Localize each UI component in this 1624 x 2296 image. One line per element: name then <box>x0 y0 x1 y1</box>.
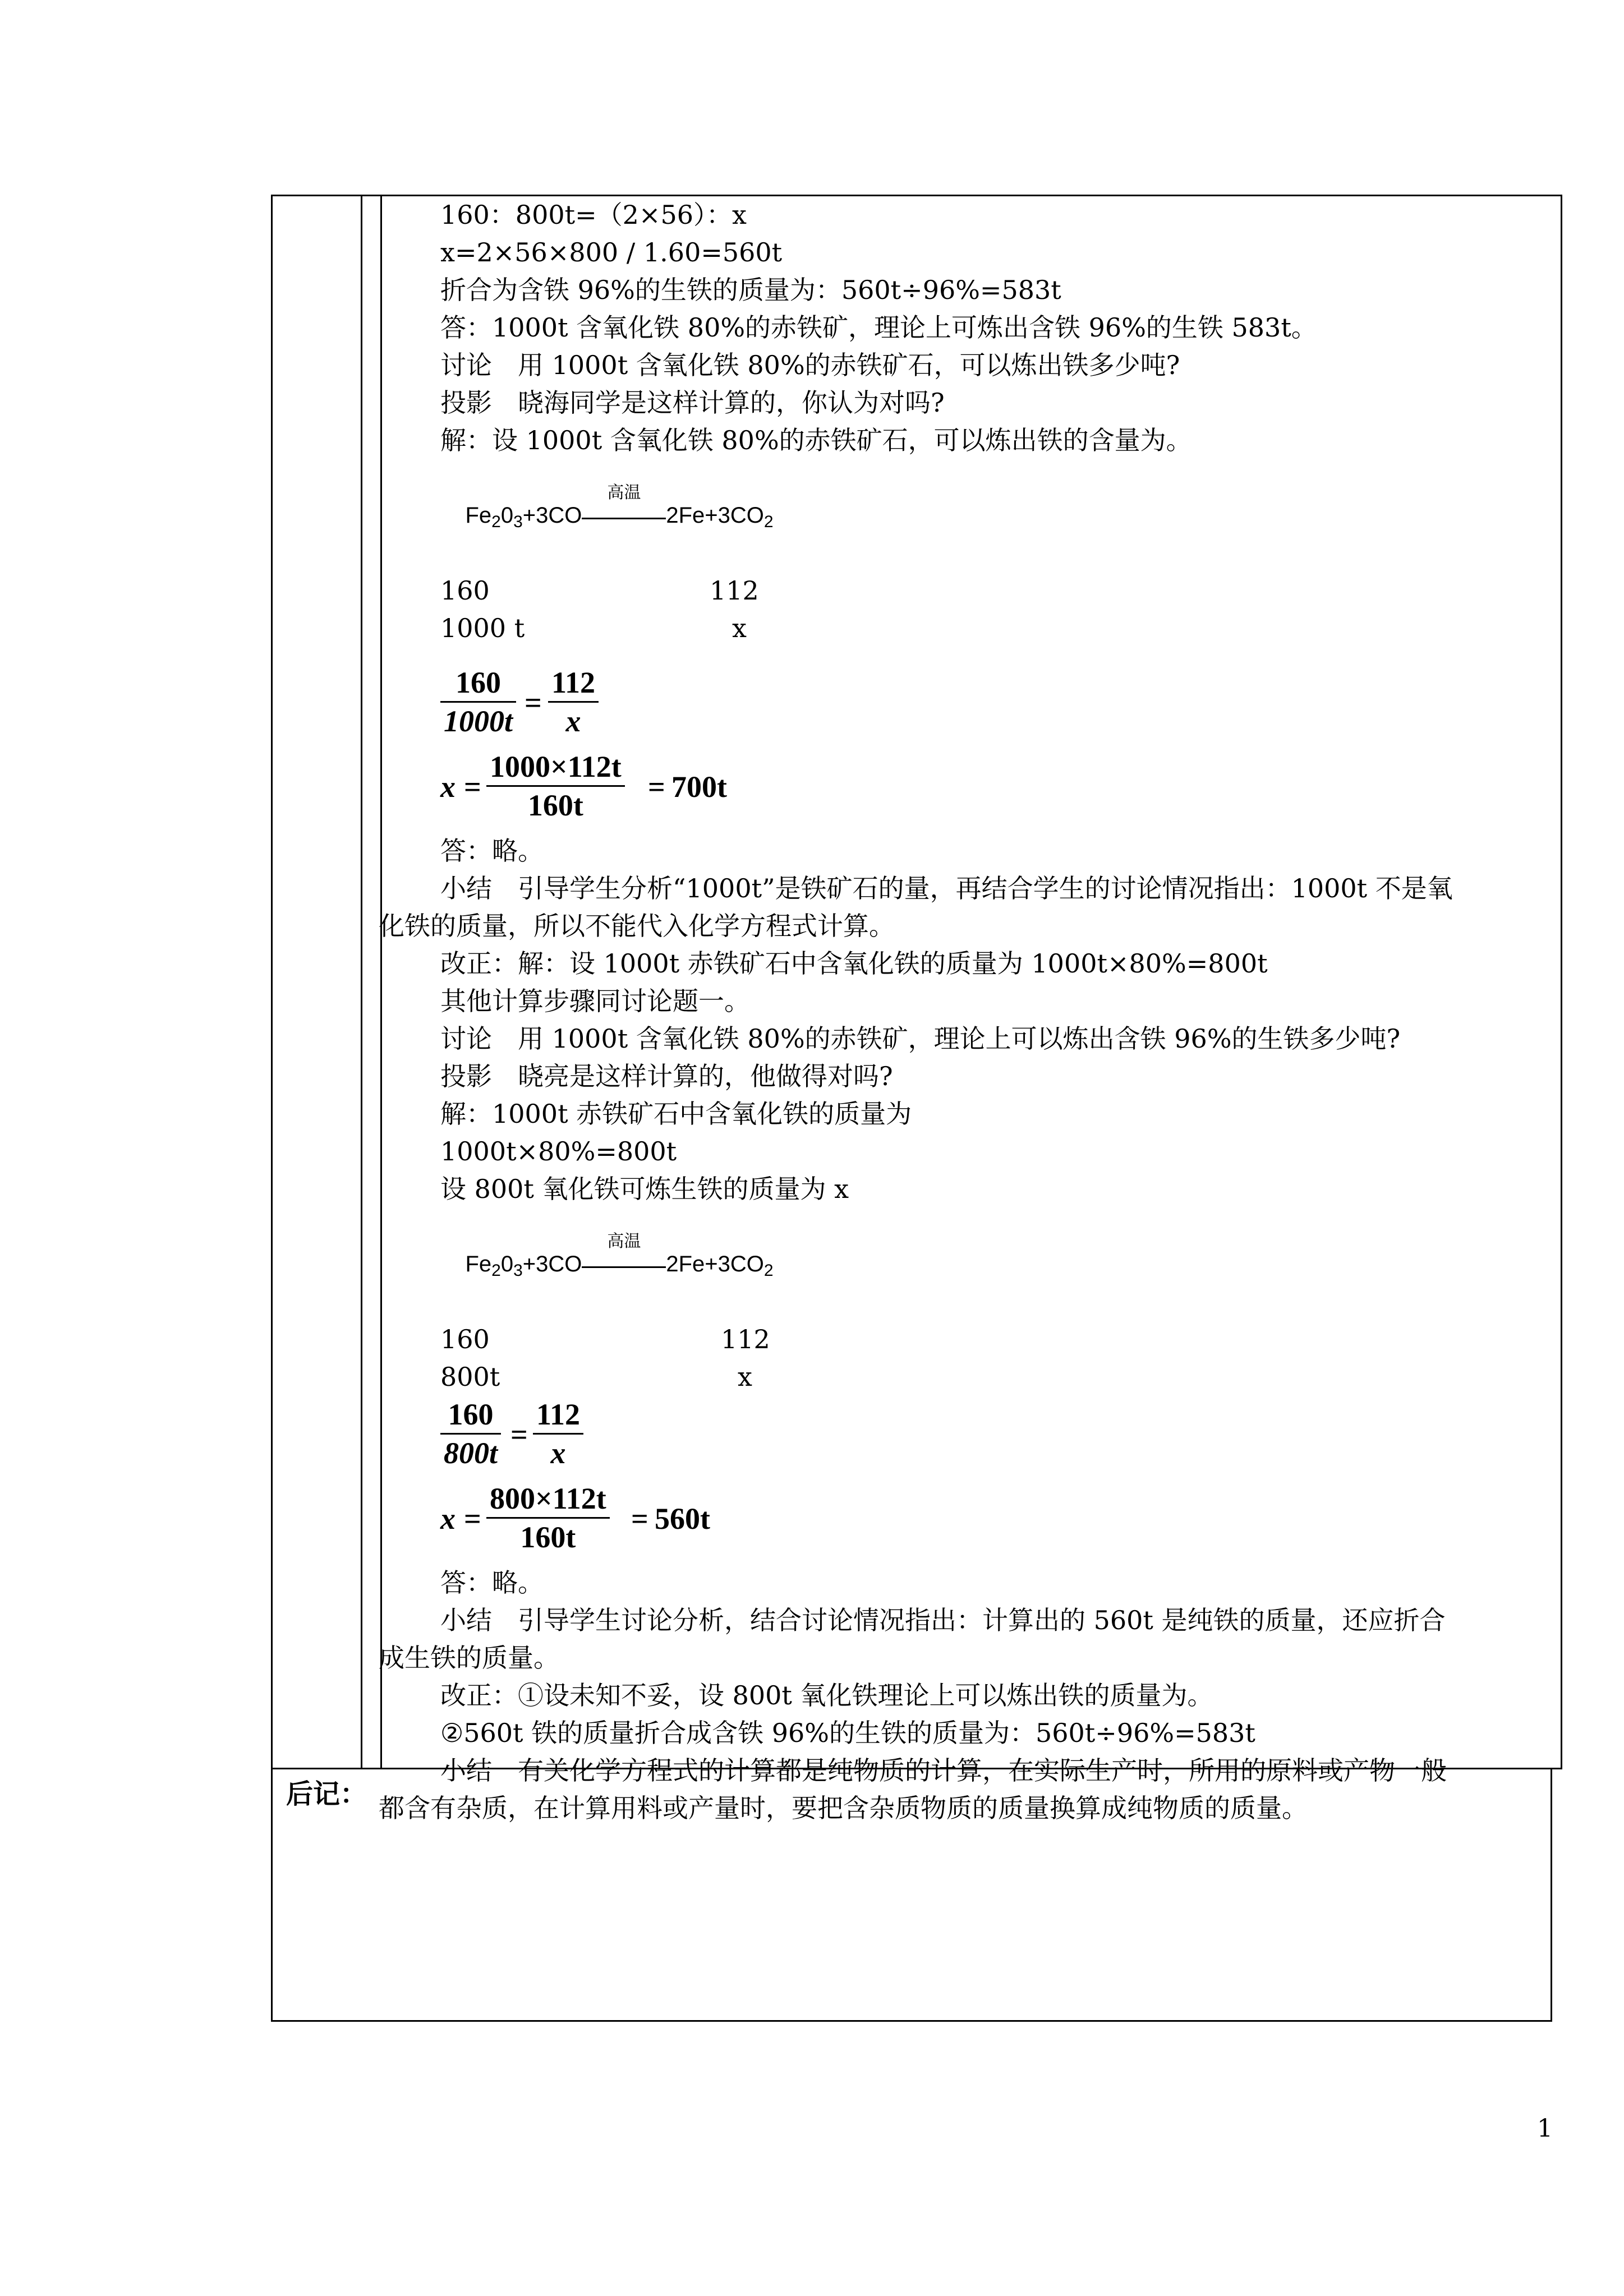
text-line: x=2×56×800 / 1.60=560t <box>440 237 783 268</box>
column-divider-1 <box>361 195 362 1769</box>
text-line: 投影 晓海同学是这样计算的，你认为对吗? <box>440 388 945 418</box>
column-divider-2 <box>380 195 382 1769</box>
reaction-condition: 高温 <box>582 1246 666 1283</box>
proportion-equation: 160 1000t = 112 x <box>440 664 1557 748</box>
text-line: 解：1000t 赤铁矿石中含氧化铁的质量为 <box>440 1099 912 1129</box>
chemical-equation: $Fe_20_3+3CO$ 高温 $2Fe+3CO_2$ <box>440 1208 1557 1321</box>
equation-row: 160 112 <box>440 575 759 606</box>
text-line: 讨论 用 1000t 含氧化铁 80%的赤铁矿，理论上可以炼出含铁 96%的生铁多少吨? <box>440 1023 1401 1054</box>
text-line: 解：设 1000t 含氧化铁 80%的赤铁矿石，可以炼出铁的含量为。 <box>440 425 1192 455</box>
equation-row: 1000 t x <box>440 613 747 643</box>
chemical-equation: $Fe_20_3+3CO$ 高温 $2Fe+3CO_2$ <box>440 459 1557 572</box>
text-line: ②560t 铁的质量折合成含铁 96%的生铁的质量为：560t÷96%=583t <box>440 1718 1255 1748</box>
lesson-content <box>379 196 1557 1827</box>
solution-equation: x = 800×112t 160t = 560t <box>440 1482 710 1554</box>
proportion-equation: 160 800t = 112 x <box>440 1396 1557 1480</box>
text-line: 都含有杂质，在计算用料或产量时，要把含杂质物质的质量换算成纯物质的质量。 <box>379 1793 1308 1823</box>
text-line: 小结 有关化学方程式的计算都是纯物质的计算，在实际生产时，所用的原料或产物一般 <box>440 1755 1447 1786</box>
houji-label: 后记： <box>286 1778 367 1810</box>
equation-row: 160 112 <box>440 1324 770 1354</box>
text-line: 其他计算步骤同讨论题一。 <box>440 986 750 1016</box>
text-line: 改正：①设未知不妥，设 800t 氧化铁理论上可以炼出铁的质量为。 <box>440 1680 1213 1711</box>
text-line: 答：略。 <box>440 1567 544 1598</box>
equation-row: 800t x <box>440 1362 752 1392</box>
text-line: 折合为含铁 96%的生铁的质量为：560t÷96%=583t <box>440 275 1061 305</box>
text-line: 成生铁的质量。 <box>379 1643 559 1673</box>
text-line: 答：1000t 含氧化铁 80%的赤铁矿，理论上可炼出含铁 96%的生铁 583t。 <box>440 312 1317 343</box>
text-line: 小结 引导学生讨论分析，结合讨论情况指出：计算出的 560t 是纯铁的质量，还应折合 <box>440 1605 1446 1635</box>
text-line: 答：略。 <box>440 836 544 866</box>
text-line: 设 800t 氧化铁可炼生铁的质量为 x <box>440 1174 849 1204</box>
text-line: 化铁的质量，所以不能代入化学方程式计算。 <box>379 911 895 941</box>
text-line: 小结 引导学生分析“1000t”是铁矿石的量，再结合学生的讨论情况指出：1000t 不是氧 <box>440 873 1453 903</box>
text-line: 投影 晓亮是这样计算的，他做得对吗? <box>440 1061 893 1091</box>
page-number: 1 <box>1537 2114 1553 2143</box>
text-line: 讨论 用 1000t 含氧化铁 80%的赤铁矿石，可以炼出铁多少吨? <box>440 350 1180 380</box>
text-line: 改正：解：设 1000t 赤铁矿石中含氧化铁的质量为 1000t×80%=800t <box>440 948 1268 979</box>
reaction-condition: 高温 <box>582 497 666 534</box>
text-line: 160：800t=（2×56）：x <box>440 200 747 230</box>
text-line: 1000t×80%=800t <box>440 1136 677 1167</box>
solution-equation: x = 1000×112t 160t = 700t <box>440 750 727 822</box>
